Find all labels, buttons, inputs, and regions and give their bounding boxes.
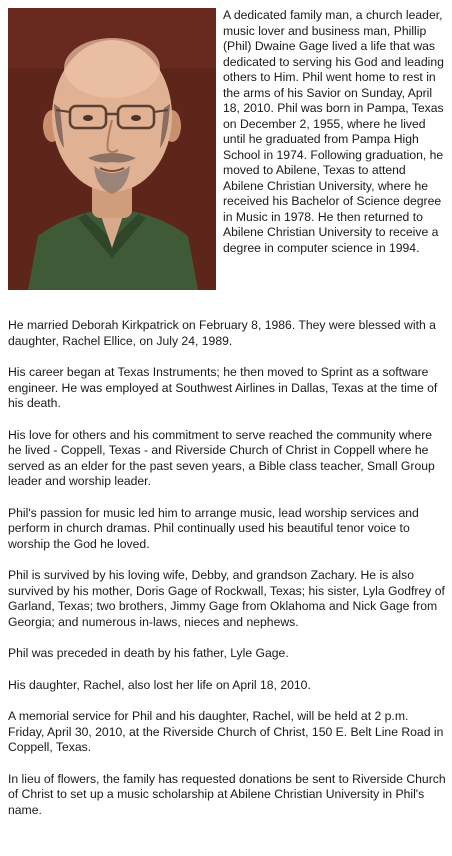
career-paragraph: His career began at Texas Instruments; he then moved to Sprint as a software engineer. He was employed at Southwest Airlines in Dallas, Texas at the time of his death. [8,365,438,410]
portrait-illustration [8,8,216,290]
music-paragraph: Phil's passion for music led him to arrange music, lead worship services and perform in church dramas. Phil continually used his beautiful tenor voice to worship the God he loved. [8,505,419,551]
daughter-paragraph: His daughter, Rachel, also lost her life on April 18, 2010. [8,677,311,692]
memorial-paragraph: A memorial service for Phil and his daughter, Rachel, will be held at 2 p.m. Friday, April 30, 2010, at the Riverside Church of Christ, 150 E. Belt Line Road in Coppell, Texas. [8,709,444,754]
donations-paragraph: In lieu of flowers, the family has requested donations be sent to Riverside Church of Christ to set up a music scholarship at Abilene Christian University in Phil's name. [8,771,446,817]
survivors-paragraph: Phil is survived by his loving wife, Debby, and grandson Zachary. He is also survived by his mother, Doris Gage of Rockwall, Texas; his sister, Lyla Godfrey of Garland, Texas; two brothers, Jimmy Gage from Oklahoma and Nick Gage from Georgia; and numerous in-laws, nieces and nephews. [8,568,445,629]
obituary-body [8,318,448,834]
marriage-paragraph: He married Deborah Kirkpatrick on February 8, 1986. They were blessed with a daughter, Rachel Ellice, on July 24, 1989. [8,318,436,348]
preceded-paragraph: Phil was preceded in death by his father, Lyle Gage. [8,646,289,660]
community-paragraph: His love for others and his commitment to serve reached the community where he lived - Coppell, Texas - and Riverside Church of Christ in Coppell where he served as an elder for the past seven years, a Bible class teacher, Small Group leader and worship leader. [8,427,435,488]
portrait-photo [8,8,216,290]
intro-paragraph: A dedicated family man, a church leader, music lover and business man, Phillip (Phil) Dwaine Gage lived a life that was dedicated to serving his God and leading others to Him. Phil went home to rest in the arms of his Savior on Sunday, April 18, 2010. Phil was born in Pampa, Texas on December 2, 1955, where he lived until he graduated from Pampa High School in 1974. Following graduation, he moved to Abilene, Texas to attend Abilene Christian University, where he received his Bachelor of Science degree in Music in 1978. He then returned to Abilene Christian University to receive a degree in computer science in 1994. [223,8,444,255]
